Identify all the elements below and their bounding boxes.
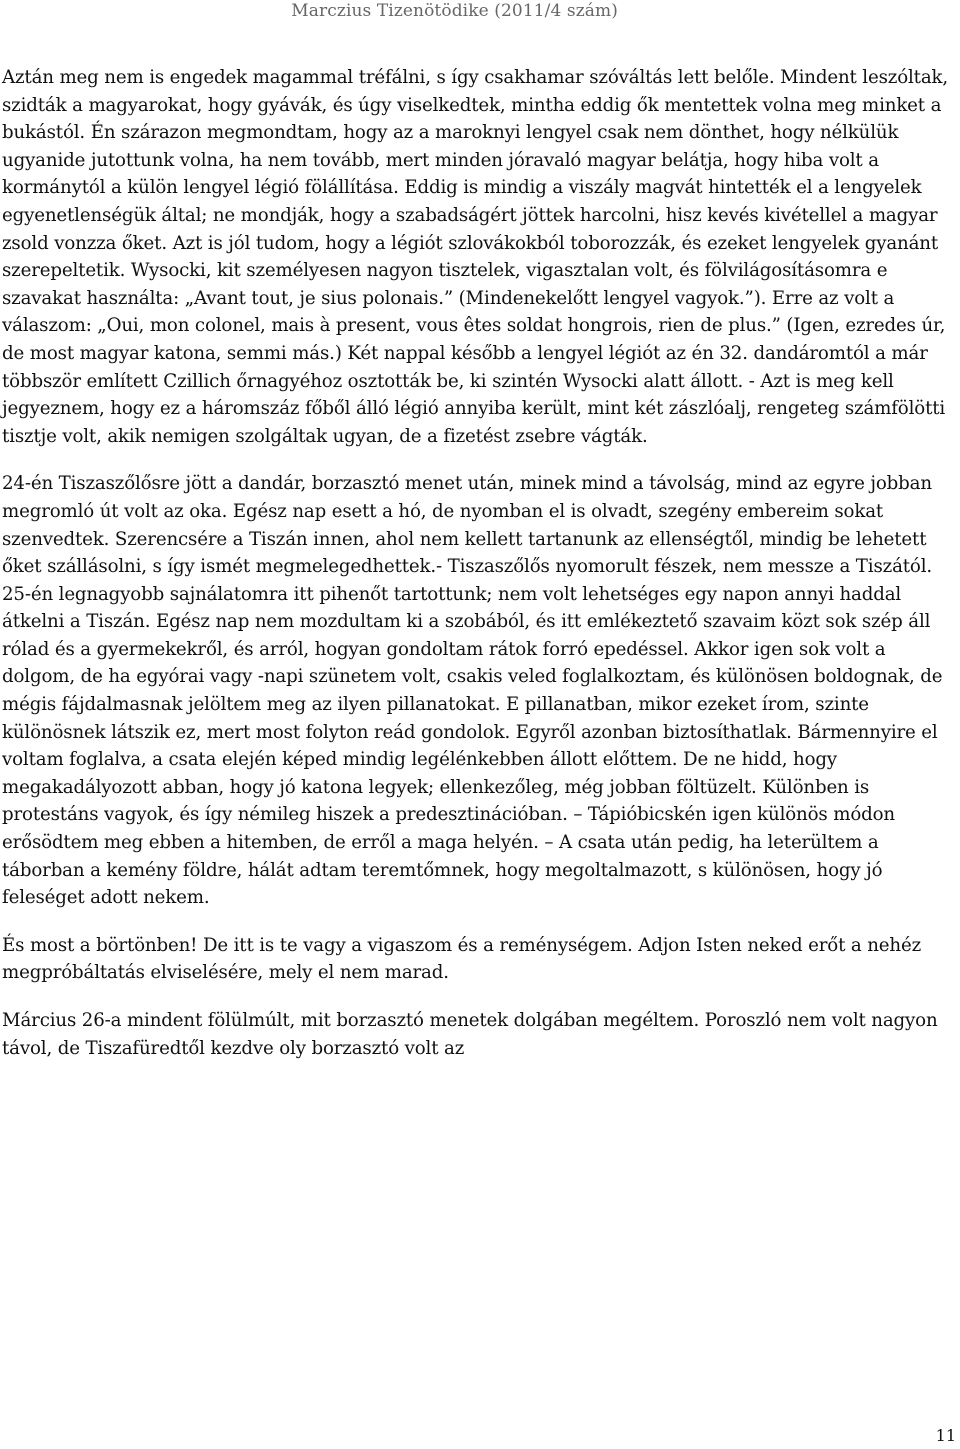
paragraph-prison: És most a börtönben! De itt is te vagy a vigaszom és a reménységem. Adjon Isten neked erőt a nehéz megpróbáltatás elviselésére, mely el nem marad. [2, 934, 921, 984]
running-header-title: Marczius Tizenötödike (2011/4 szám) [291, 1, 618, 21]
page-number: 11 [935, 1426, 956, 1445]
paragraph-march-26: Március 26-a mindent fölülmúlt, mit borzasztó menetek dolgában megéltem. Poroszló nem volt nagyon távol, de Tiszafüredtől kezdve oly borzasztó volt az [2, 1010, 938, 1059]
document-body [2, 64, 958, 1082]
paragraph-polish-legion: Aztán meg nem is engedek magammal tréfálni, s így csakhamar szóváltás lett belőle. Mindent leszóltak, szidták a magyarokat, hogy gyávák, és úgy viselkedtek, mintha eddig ők mentettek volna meg minket a bukástól. Én szárazon megmondtam, hogy az a maroknyi lengyel csak nem dönthet, hogy nélkülük ugyanide jutottunk volna, ha nem tovább, mert minden jóravaló magyar belátja, hogy hiba volt a kormánytól a külön lengyel légió fölállítása. Eddig is mindig a viszály magvát hintették el a lengyelek egyenetlenségük által; ne mondják, hogy a szabadságért jöttek harcolni, hisz kevés kivétellel a magyar zsold vonzza őket. Azt is jól tudom, hogy a légiót szlovákokból toborozzák, és ezeket lengyelek gyanánt szerepeltetik. Wysocki, kit személyesen nagyon tisztelek, vigasztalan volt, és fölvilágosításomra e szavakat használta: „Avant tout, je sius polonais.” (Mindenekelőtt lengyel vagyok.”). Erre az volt a válaszom: „Oui, mon colonel, mais à present, vous êtes soldat hongrois, rien de plus.” (Igen, ezredes úr, de most magyar katona, semmi más.) Két nappal később a lengyel légiót az én 32. dandáromtól a már többször említett Czillich őrnagyéhoz osztották be, ki szintén Wysocki alatt állott. - Azt is meg kell jegyeznem, hogy ez a háromszáz főből álló légió annyiba került, mint két zászlóalj, rengeteg számfölötti tisztje volt, akik nemigen szolgáltak ugyan, de a fizetést zsebre vágták. [2, 67, 949, 447]
paragraph-tiszaszolos: 24-én Tiszaszőlősre jött a dandár, borzasztó menet után, minek mind a távolság, mind az egyre jobban megromló út volt az oka. Egész nap esett a hó, de nyomban el is olvadt, szegény embereim sokat szenvedtek. Szerencsére a Tiszán innen, ahol nem kellett tartanunk az ellenségtől, mindig be lehetett őket szállásolni, s így ismét megmelegedhettek.- Tiszaszőlős nyomorult fészek, nem messze a Tiszától. 25-én legnagyobb sajnálatomra itt pihenőt tartottunk; nem volt lehetséges egy napon annyi haddal átkelni a Tiszán. Egész nap nem mozdultam ki a szobából, és itt emlékeztető szavaim közt sok szép áll rólad és a gyermekekről, és arról, hogyan gondoltam rátok forró epedéssel. Akkor igen sok volt a dolgom, de ha egyórai vagy -napi szünetem volt, csakis veled foglalkoztam, és különösen boldognak, de mégis fájdalmasnak jelöltem meg az ilyen pillanatokat. E pillanatban, mikor ezeket írom, szinte különösnek látszik ez, mert most folyton reád gondolok. Egyről azonban biztosíthatlak. Bármennyire el voltam foglalva, a csata elején képed mindig legélénkebben állott előttem. De ne hidd, hogy megakadályozott abban, hogy jó katona legyek; ellenkezőleg, még jobban föltüzelt. Különben is protestáns vagyok, és így némileg hiszek a predesztinációban. – Tápióbicskén igen különös módon erősödtem meg ebben a hitemben, de erről a maga helyén. – A csata után pedig, ha leterültem a táborban a kemény földre, hálát adtam teremtőmnek, hogy megoltalmazott, s különösen, hogy jó feleséget adott nekem. [2, 473, 943, 909]
